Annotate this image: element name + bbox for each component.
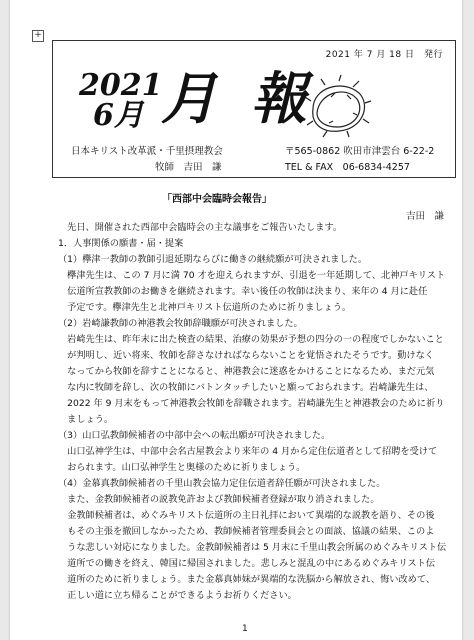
article-author: 吉田 謙: [406, 211, 445, 222]
page-number: 1: [242, 624, 248, 634]
church-address: 〒565-0862 吹田市津雲台 6-22-2: [285, 146, 435, 157]
newsletter-masthead: [52, 40, 456, 178]
article-line: 2022 年 9 月末をもって神港教会牧師を辞職されます。岩崎謙先生と神港教会のために祈り: [58, 398, 445, 409]
article-title: 「西部中会臨時会報告」: [162, 194, 272, 205]
document-page: [10, 0, 462, 640]
issue-month: 6月: [93, 98, 144, 133]
article-line: 道所のために祈りましょう。また金慕真姉妹が異端的な洗脳から解放され、悔い改めて、: [58, 574, 436, 585]
article-line: （1）欅津一教師の教師引退延期ならびに働きの継続願が可決されました。: [58, 254, 368, 265]
move-handle-icon[interactable]: +: [32, 30, 44, 42]
article-line: （3）山口弘教師候補者の中部中会への転出願が可決されました。: [58, 430, 331, 441]
article-line: 道所での働きを終え、韓国に帰国されました。悲しみと混乱の中にあるめぐみキリスト伝: [58, 558, 436, 569]
newsletter-title-char-2: 報: [251, 66, 307, 132]
church-tel-fax: TEL & FAX 06-6834-4257: [285, 162, 410, 173]
article-line: 1．人事関係の願書・届・提案: [58, 238, 184, 249]
article-line: おられます。山口弘神学生と奥様のために祈りましょう。: [58, 462, 306, 473]
article-line: 岩崎先生は、昨年末に出た検査の結果、治療の効果が予想の四分の一の程度でしかないこと: [58, 334, 444, 345]
article-line: もその主張を撤回しなかったため、教師候補者管理委員会との面談、協議の結果、このよ: [58, 526, 435, 537]
article-line: な内に牧師を辞し、次の牧師にバトンタッチしたいと願っておられます。岩崎謙先生は、: [58, 382, 434, 393]
article-line: 伝道所宣教教師のお働きを継続されます。幸い後任の牧師は決まり、来年の 4 月に赴任: [58, 286, 428, 297]
article-line: うな悲しい対応になりました。金教師候補者は 5 月末に千里山教会所属のめぐみキリスト伝: [58, 542, 447, 553]
pastor-name: 牧師 吉田 謙: [155, 162, 222, 173]
article-line: また、金教師候補者の説教免許および教師候補者登録が取り消されました。: [58, 494, 380, 505]
article-line: 正しい道に立ち帰ることができるようお祈りください。: [58, 590, 297, 601]
article-line: が判明し、近い将来、牧師を辞さなければならないことを覚悟されたそうです。動けなく: [58, 350, 434, 361]
newsletter-title-char-1: 月: [161, 66, 217, 132]
article-line: 予定です。欅津先生と北神戸キリスト伝道所のために祈りましょう。: [58, 302, 352, 313]
article-line: 山口弘神学生は、中部中会名古屋教会より来年の 4 月から定住伝道者として招聘を受けて: [58, 446, 438, 457]
article-line: 金教師候補者は、めぐみキリスト伝道所の主日礼拝において異端的な説教を語り、その後: [58, 510, 435, 521]
article-line: 欅津先生は、この 7 月に満 70 才を迎えられますが、引退を一年延期して、北神戸キリスト: [58, 270, 446, 281]
article-line: （2）岩崎謙教師の神港教会牧師辞職願が可決されました。: [58, 318, 303, 329]
article-line: なってから牧師を辞すことになると、神港教会に迷惑をかけることになるため、まだ元気: [58, 366, 435, 377]
thorn-wreath-icon: [303, 73, 373, 139]
issue-date: 2021 年 7 月 18 日 発行: [325, 50, 443, 60]
article-line: （4）金慕真教師候補者の千里山教会協力定住伝道者辞任願が可決されました。: [58, 478, 386, 489]
issue-year: 2021: [79, 68, 163, 103]
article-line: ましょう。: [58, 414, 114, 425]
organization-name: 日本キリスト改革派・千里摂理教会: [71, 146, 223, 157]
article-line: 先日、開催された西部中会臨時会の主な議事をご報告いたします。: [58, 222, 343, 233]
